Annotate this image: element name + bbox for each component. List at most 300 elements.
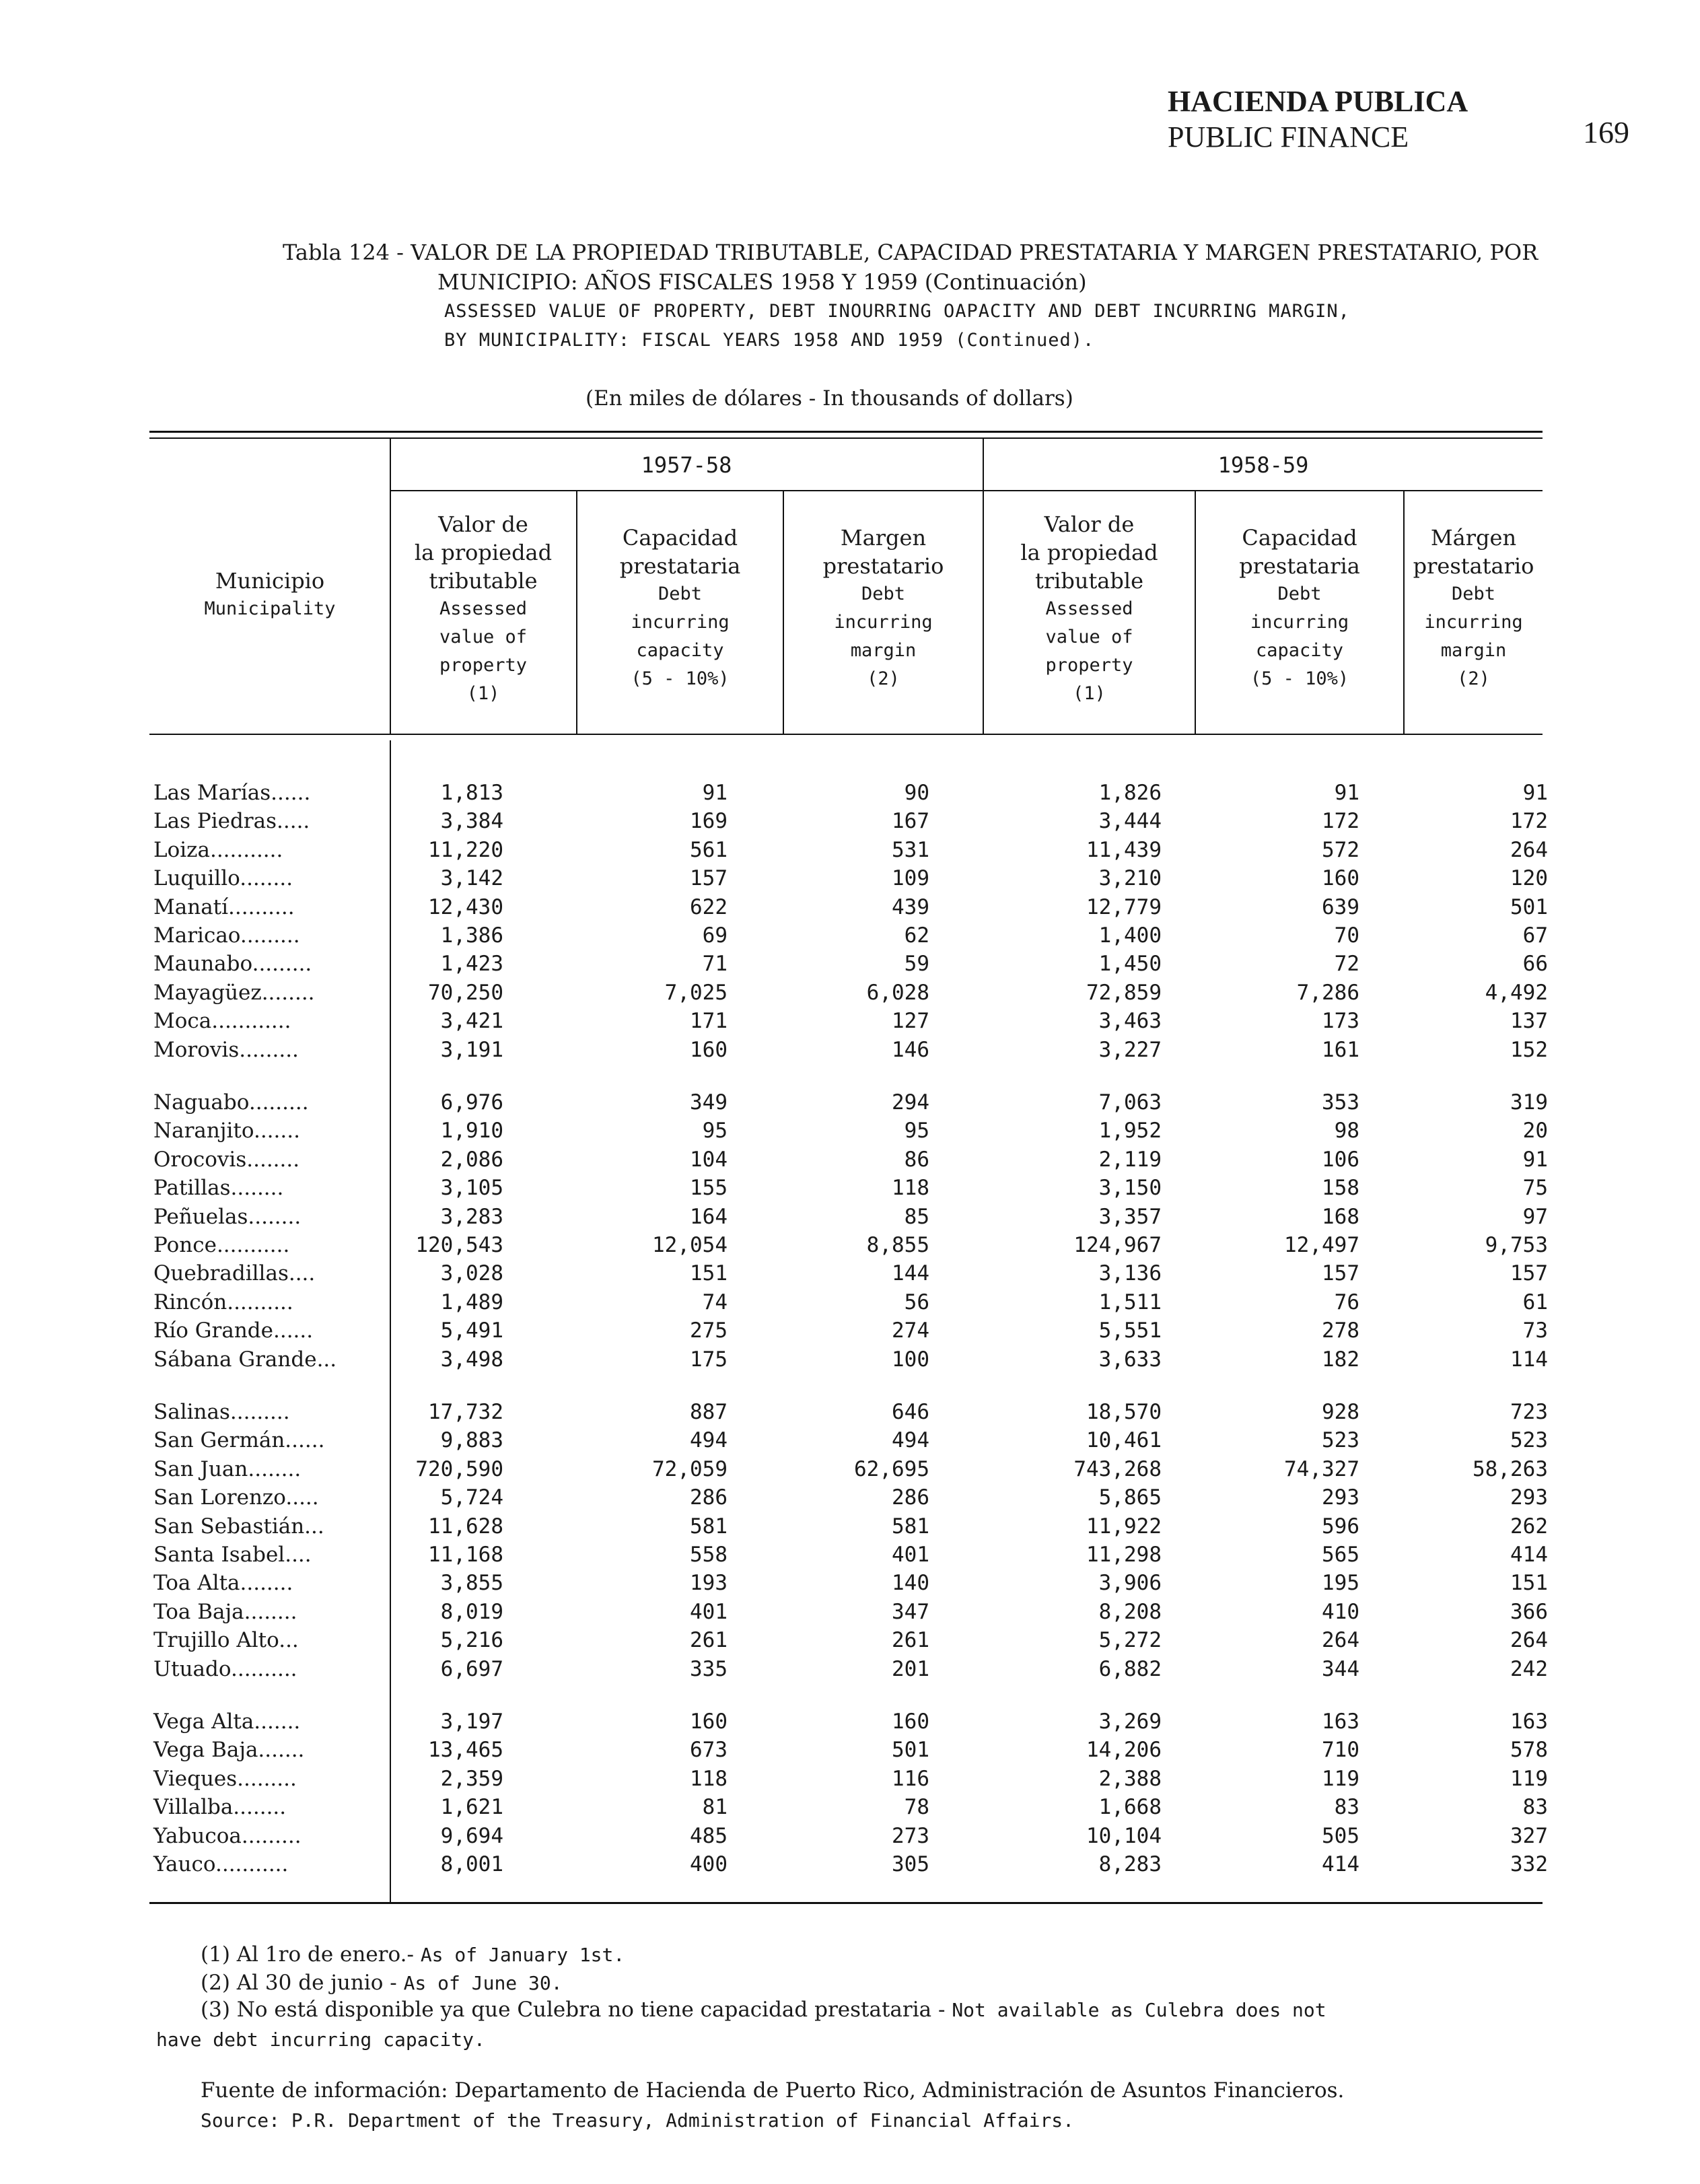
debt-margin-1959: 366 (1510, 1599, 1548, 1624)
header-line: la propiedad (1020, 540, 1158, 565)
debt-margin-1958: 6,028 (866, 980, 929, 1005)
debt-margin-1958: 78 (904, 1795, 929, 1820)
table-row (0, 1176, 1700, 1204)
assessed-value-1959: 3,357 (1098, 1204, 1162, 1229)
debt-capacity-1959: 98 (1334, 1119, 1359, 1143)
municipality-name: Luquillo........ (153, 866, 293, 891)
debt-margin-1959: 332 (1510, 1852, 1548, 1876)
assessed-value-1959: 3,444 (1098, 809, 1162, 834)
assessed-value-1959: 14,206 (1086, 1738, 1162, 1763)
table-row (0, 1600, 1700, 1628)
debt-margin-1959: 723 (1510, 1400, 1548, 1424)
table-title-english-line-2: BY MUNICIPALITY: FISCAL YEARS 1958 AND 1959 (Continued). (444, 330, 1095, 351)
debt-margin-1959: 262 (1510, 1514, 1548, 1539)
debt-margin-1958: 116 (892, 1766, 929, 1791)
debt-margin-1959: 4,492 (1485, 980, 1548, 1005)
footnote-3-en: Not available as Culebra does not (952, 1999, 1326, 2021)
debt-margin-1958: 146 (892, 1037, 929, 1062)
header-line: prestatario (1413, 553, 1534, 579)
source-english: Source: P.R. Department of the Treasury, Administration of Financial Affairs. (201, 2109, 1075, 2132)
municipality-name: Morovis......... (153, 1037, 299, 1062)
header-line: value of (1045, 627, 1133, 647)
valor-header-1957 (390, 510, 576, 708)
assessed-value-1958: 3,283 (440, 1204, 503, 1229)
table-row (0, 895, 1700, 923)
debt-margin-1959: 319 (1510, 1090, 1548, 1115)
debt-capacity-1959: 572 (1322, 837, 1359, 862)
debt-capacity-1959: 106 (1322, 1147, 1359, 1172)
table-row (0, 1485, 1700, 1514)
debt-margin-1958: 62,695 (854, 1456, 929, 1481)
debt-capacity-1959: 639 (1322, 894, 1359, 919)
header-line: incurring (1424, 612, 1523, 633)
debt-capacity-1958: 622 (690, 894, 728, 919)
assessed-value-1958: 1,386 (440, 923, 503, 948)
municipality-name: Villalba........ (153, 1795, 287, 1820)
debt-margin-1958: 127 (892, 1009, 929, 1034)
assessed-value-1958: 1,621 (440, 1795, 503, 1820)
assessed-value-1958: 12,430 (428, 894, 503, 919)
table-row (0, 981, 1700, 1009)
assessed-value-1959: 1,826 (1098, 781, 1162, 805)
footnote-1 (201, 1942, 625, 1967)
table-row (0, 1038, 1700, 1066)
debt-margin-1959: 578 (1510, 1738, 1548, 1763)
table-row (0, 1090, 1700, 1119)
header-line: Márgen (1430, 525, 1517, 551)
footnote-3 (201, 1998, 1326, 2022)
header-line: tributable (429, 568, 538, 594)
debt-capacity-1958: 400 (690, 1852, 728, 1876)
debt-capacity-1959: 7,286 (1296, 980, 1359, 1005)
header-line: Capacidad (1242, 525, 1357, 551)
debt-capacity-1959: 72 (1334, 952, 1359, 977)
debt-capacity-1958: 175 (690, 1347, 728, 1372)
header-line: value of (439, 627, 528, 647)
table-title-line-1: Tabla 124 - VALOR DE LA PROPIEDAD TRIBUTABLE, CAPACIDAD PRESTATARIA Y MARGEN PRESTATARIO, POR (283, 240, 1538, 265)
table-row (0, 1428, 1700, 1456)
header-line: Debt (1277, 584, 1322, 604)
debt-margin-1958: 494 (892, 1428, 929, 1453)
debt-capacity-1958: 7,025 (664, 980, 728, 1005)
table-row (0, 1795, 1700, 1823)
assessed-value-1958: 2,359 (440, 1766, 503, 1791)
debt-margin-1959: 83 (1522, 1795, 1548, 1820)
debt-margin-1958: 167 (892, 809, 929, 834)
header-line: margin (1440, 640, 1507, 661)
footnote-3-en-cont: have debt incurring capacity. (156, 2029, 485, 2051)
debt-capacity-1959: 182 (1322, 1347, 1359, 1372)
debt-capacity-1958: 581 (690, 1514, 728, 1539)
table-row (0, 809, 1700, 837)
header-line: Debt (1451, 584, 1496, 604)
table-row (0, 1119, 1700, 1147)
assessed-value-1959: 11,922 (1086, 1514, 1162, 1539)
assessed-value-1958: 3,142 (440, 866, 503, 891)
debt-capacity-1958: 261 (690, 1628, 728, 1653)
assessed-value-1958: 1,423 (440, 952, 503, 977)
debt-margin-1959: 66 (1522, 952, 1548, 977)
debt-capacity-1958: 160 (690, 1710, 728, 1734)
debt-margin-1959: 120 (1510, 866, 1548, 891)
table-top-rule (149, 431, 1543, 433)
debt-capacity-1959: 119 (1322, 1766, 1359, 1791)
capacidad-header-1958 (1196, 524, 1403, 693)
assessed-value-1958: 5,216 (440, 1628, 503, 1653)
debt-margin-1959: 264 (1510, 837, 1548, 862)
assessed-value-1958: 3,028 (440, 1261, 503, 1286)
header-line: incurring (834, 612, 933, 633)
assessed-value-1958: 70,250 (428, 980, 503, 1005)
debt-capacity-1959: 161 (1322, 1037, 1359, 1062)
debt-margin-1958: 531 (892, 837, 929, 862)
page-number: 169 (1583, 115, 1629, 149)
debt-capacity-1958: 193 (690, 1571, 728, 1596)
assessed-value-1959: 2,388 (1098, 1766, 1162, 1791)
header-line: margin (850, 640, 917, 661)
municipality-name: Las Marías...... (153, 781, 311, 805)
debt-margin-1959: 523 (1510, 1428, 1548, 1453)
footnote-1-en: As of January 1st. (420, 1944, 625, 1966)
assessed-value-1959: 6,882 (1098, 1656, 1162, 1681)
debt-capacity-1959: 83 (1334, 1795, 1359, 1820)
assessed-value-1959: 5,551 (1098, 1318, 1162, 1343)
debt-capacity-1958: 104 (690, 1147, 728, 1172)
debt-margin-1958: 8,855 (866, 1233, 929, 1257)
debt-capacity-1958: 164 (690, 1204, 728, 1229)
assessed-value-1959: 10,461 (1086, 1428, 1162, 1453)
municipality-name: Mayagüez........ (153, 980, 315, 1005)
table-row (0, 1148, 1700, 1176)
debt-capacity-1959: 160 (1322, 866, 1359, 891)
header-line: property (439, 655, 528, 676)
debt-capacity-1959: 565 (1322, 1543, 1359, 1567)
valor-header-1958 (984, 510, 1195, 708)
debt-margin-1959: 242 (1510, 1656, 1548, 1681)
header-line: prestatario (822, 553, 944, 579)
assessed-value-1958: 2,086 (440, 1147, 503, 1172)
table-row (0, 1824, 1700, 1852)
table-row (0, 1710, 1700, 1738)
table-row (0, 1852, 1700, 1880)
debt-margin-1958: 581 (892, 1514, 929, 1539)
debt-capacity-1958: 72,059 (652, 1456, 728, 1481)
table-row (0, 952, 1700, 980)
assessed-value-1959: 18,570 (1086, 1400, 1162, 1424)
debt-margin-1958: 62 (904, 923, 929, 948)
debt-margin-1959: 67 (1522, 923, 1548, 948)
table-row (0, 1233, 1700, 1261)
assessed-value-1959: 7,063 (1098, 1090, 1162, 1115)
assessed-value-1958: 8,001 (440, 1852, 503, 1876)
debt-margin-1959: 152 (1510, 1037, 1548, 1062)
debt-margin-1959: 58,263 (1473, 1456, 1548, 1481)
municipality-name: Toa Baja........ (153, 1599, 297, 1624)
municipality-name: Manatí.......... (153, 894, 295, 919)
municipality-name: Orocovis........ (153, 1147, 300, 1172)
debt-capacity-1958: 887 (690, 1400, 728, 1424)
municipality-name: Vieques......... (153, 1766, 297, 1791)
debt-capacity-1958: 171 (690, 1009, 728, 1034)
debt-margin-1958: 56 (904, 1290, 929, 1314)
assessed-value-1959: 3,463 (1098, 1009, 1162, 1034)
assessed-value-1959: 1,952 (1098, 1119, 1162, 1143)
header-line: tributable (1034, 568, 1144, 594)
header-line: incurring (1250, 612, 1349, 633)
municipality-name: Río Grande...... (153, 1318, 314, 1343)
debt-margin-1959: 61 (1522, 1290, 1548, 1314)
debt-margin-1958: 294 (892, 1090, 929, 1115)
assessed-value-1959: 1,668 (1098, 1795, 1162, 1820)
assessed-value-1958: 11,168 (428, 1543, 503, 1567)
assessed-value-1959: 1,400 (1098, 923, 1162, 948)
municipality-name: Trujillo Alto... (153, 1628, 299, 1653)
header-line: capacity (1255, 640, 1344, 661)
debt-capacity-1958: 71 (702, 952, 728, 977)
debt-capacity-1958: 286 (690, 1485, 728, 1510)
debt-capacity-1958: 91 (702, 781, 728, 805)
debt-capacity-1959: 505 (1322, 1823, 1359, 1848)
debt-capacity-1959: 70 (1334, 923, 1359, 948)
debt-margin-1958: 59 (904, 952, 929, 977)
debt-margin-1958: 501 (892, 1738, 929, 1763)
debt-margin-1958: 100 (892, 1347, 929, 1372)
municipality-name: Las Piedras..... (153, 809, 310, 834)
debt-margin-1958: 273 (892, 1823, 929, 1848)
header-line: la propiedad (414, 540, 553, 565)
municipality-name: Sábana Grande... (153, 1347, 337, 1372)
assessed-value-1958: 9,694 (440, 1823, 503, 1848)
header-line: (2) (867, 668, 900, 689)
debt-capacity-1958: 349 (690, 1090, 728, 1115)
header-line: (5 - 10%) (631, 668, 730, 689)
table-row (0, 1347, 1700, 1376)
debt-capacity-1958: 151 (690, 1261, 728, 1286)
municipality-name: Maunabo......... (153, 952, 312, 977)
debt-margin-1958: 90 (904, 781, 929, 805)
table-top-rule-2 (149, 437, 1543, 439)
municipality-name: San Sebastián... (153, 1514, 324, 1539)
debt-capacity-1958: 74 (702, 1290, 728, 1314)
municipality-name: Vega Baja....... (153, 1738, 305, 1763)
assessed-value-1958: 720,590 (415, 1456, 503, 1481)
municipality-name: Patillas........ (153, 1176, 284, 1201)
assessed-value-1959: 8,208 (1098, 1599, 1162, 1624)
municipality-name: Loiza........... (153, 837, 283, 862)
running-header-english: PUBLIC FINANCE (1168, 120, 1409, 153)
footnote-2-es: (2) Al 30 de junio - (201, 1971, 397, 1995)
debt-capacity-1958: 485 (690, 1823, 728, 1848)
units-caption: (En miles de dólares - In thousands of dollars) (586, 386, 1073, 411)
debt-margin-1958: 347 (892, 1599, 929, 1624)
table-row (0, 866, 1700, 894)
debt-capacity-1958: 157 (690, 866, 728, 891)
header-line: Margen (840, 525, 927, 551)
debt-capacity-1959: 293 (1322, 1485, 1359, 1510)
debt-capacity-1958: 160 (690, 1037, 728, 1062)
table-row (0, 1205, 1700, 1233)
debt-capacity-1959: 173 (1322, 1009, 1359, 1034)
assessed-value-1959: 8,283 (1098, 1852, 1162, 1876)
assessed-value-1958: 3,498 (440, 1347, 503, 1372)
source-en (201, 2108, 1074, 2132)
debt-capacity-1958: 95 (702, 1119, 728, 1143)
header-line: Capacidad (622, 525, 738, 551)
debt-capacity-1959: 278 (1322, 1318, 1359, 1343)
table-row (0, 1290, 1700, 1318)
margen-header-1957 (784, 524, 983, 693)
assessed-value-1959: 10,104 (1086, 1823, 1162, 1848)
debt-capacity-1958: 69 (702, 923, 728, 948)
assessed-value-1959: 3,150 (1098, 1176, 1162, 1201)
debt-margin-1958: 201 (892, 1656, 929, 1681)
debt-margin-1958: 274 (892, 1318, 929, 1343)
assessed-value-1959: 3,227 (1098, 1037, 1162, 1062)
header-line: property (1045, 655, 1133, 676)
debt-margin-1959: 172 (1510, 809, 1548, 834)
assessed-value-1958: 3,855 (440, 1571, 503, 1596)
assessed-value-1958: 3,105 (440, 1176, 503, 1201)
header-line: (2) (1457, 668, 1490, 689)
assessed-value-1958: 3,197 (440, 1710, 503, 1734)
table-row (0, 923, 1700, 952)
debt-capacity-1958: 12,054 (652, 1233, 728, 1257)
debt-margin-1959: 163 (1510, 1710, 1548, 1734)
assessed-value-1959: 3,136 (1098, 1261, 1162, 1286)
table-row (0, 1457, 1700, 1485)
assessed-value-1959: 11,298 (1086, 1543, 1162, 1567)
municipality-name: Yauco........... (153, 1852, 289, 1876)
municipality-name: Quebradillas.... (153, 1261, 316, 1286)
assessed-value-1959: 124,967 (1073, 1233, 1162, 1257)
municipality-name: Ponce........... (153, 1233, 290, 1257)
municipality-name: Toa Alta........ (153, 1571, 293, 1596)
assessed-value-1959: 11,439 (1086, 837, 1162, 862)
assessed-value-1958: 13,465 (428, 1738, 503, 1763)
header-line: (1) (466, 683, 500, 704)
table-row (0, 781, 1700, 809)
debt-capacity-1959: 410 (1322, 1599, 1359, 1624)
assessed-value-1959: 3,633 (1098, 1347, 1162, 1372)
debt-capacity-1959: 928 (1322, 1400, 1359, 1424)
footnote-3-continued (156, 2027, 485, 2051)
debt-margin-1959: 73 (1522, 1318, 1548, 1343)
table-row (0, 1318, 1700, 1347)
debt-margin-1958: 286 (892, 1485, 929, 1510)
source-spanish: Fuente de información: Departamento de Hacienda de Puerto Rico, Administración de Asuntos Financieros. (201, 2078, 1345, 2103)
table-row (0, 1514, 1700, 1543)
margen-header-1958 (1405, 524, 1543, 693)
header-line: Debt (658, 584, 703, 604)
debt-margin-1959: 151 (1510, 1571, 1548, 1596)
municipality-name: Naguabo......... (153, 1090, 309, 1115)
municipality-name: Maricao......... (153, 923, 300, 948)
assessed-value-1959: 3,906 (1098, 1571, 1162, 1596)
assessed-value-1958: 11,628 (428, 1514, 503, 1539)
debt-margin-1958: 86 (904, 1147, 929, 1172)
table-row (0, 1543, 1700, 1571)
debt-margin-1959: 97 (1522, 1204, 1548, 1229)
assessed-value-1958: 11,220 (428, 837, 503, 862)
assessed-value-1959: 3,210 (1098, 866, 1162, 891)
assessed-value-1958: 5,491 (440, 1318, 503, 1343)
header-line: (1) (1073, 683, 1106, 704)
municipality-header-en: Municipality (204, 598, 336, 619)
debt-margin-1958: 305 (892, 1852, 929, 1876)
assessed-value-1958: 17,732 (428, 1400, 503, 1424)
debt-capacity-1958: 335 (690, 1656, 728, 1681)
assessed-value-1958: 6,976 (440, 1090, 503, 1115)
debt-capacity-1958: 118 (690, 1766, 728, 1791)
table-row (0, 838, 1700, 866)
municipality-name: Vega Alta....... (153, 1710, 301, 1734)
assessed-value-1959: 3,269 (1098, 1710, 1162, 1734)
debt-capacity-1959: 172 (1322, 809, 1359, 834)
debt-margin-1959: 293 (1510, 1485, 1548, 1510)
table-row (0, 1657, 1700, 1685)
debt-capacity-1959: 163 (1322, 1710, 1359, 1734)
debt-capacity-1959: 523 (1322, 1428, 1359, 1453)
municipality-name: Rincón.......... (153, 1290, 293, 1314)
header-line: Debt (861, 584, 906, 604)
debt-margin-1958: 144 (892, 1261, 929, 1286)
table-row (0, 1571, 1700, 1599)
assessed-value-1958: 3,384 (440, 809, 503, 834)
debt-margin-1959: 9,753 (1485, 1233, 1548, 1257)
debt-capacity-1958: 673 (690, 1738, 728, 1763)
table-row (0, 1261, 1700, 1290)
assessed-value-1958: 1,910 (440, 1119, 503, 1143)
debt-margin-1959: 20 (1522, 1119, 1548, 1143)
debt-capacity-1958: 275 (690, 1318, 728, 1343)
debt-margin-1959: 327 (1510, 1823, 1548, 1848)
period-1958-59: 1958-59 (1217, 452, 1309, 478)
debt-margin-1958: 95 (904, 1119, 929, 1143)
debt-capacity-1959: 344 (1322, 1656, 1359, 1681)
source-es (201, 2078, 1344, 2103)
debt-capacity-1959: 74,327 (1284, 1456, 1359, 1481)
debt-capacity-1959: 158 (1322, 1176, 1359, 1201)
assessed-value-1958: 5,724 (440, 1485, 503, 1510)
assessed-value-1958: 1,813 (440, 781, 503, 805)
municipality-name: Moca............ (153, 1009, 291, 1034)
debt-margin-1959: 137 (1510, 1009, 1548, 1034)
municipality-name: Naranjito....... (153, 1119, 300, 1143)
debt-margin-1958: 160 (892, 1710, 929, 1734)
debt-margin-1959: 414 (1510, 1543, 1548, 1567)
debt-margin-1959: 91 (1522, 1147, 1548, 1172)
header-line: Valor de (1044, 512, 1135, 537)
running-header-spanish: HACIENDA PUBLICA (1168, 85, 1468, 118)
footnote-3-es: (3) No está disponible ya que Culebra no tiene capacidad prestataria - (201, 1998, 946, 2022)
municipality-name: Santa Isabel.... (153, 1543, 312, 1567)
debt-margin-1958: 261 (892, 1628, 929, 1653)
header-line: prestataria (619, 553, 741, 579)
assessed-value-1958: 120,543 (415, 1233, 503, 1257)
debt-margin-1958: 85 (904, 1204, 929, 1229)
header-line: capacity (636, 640, 724, 661)
debt-margin-1959: 501 (1510, 894, 1548, 919)
debt-margin-1959: 75 (1522, 1176, 1548, 1201)
assessed-value-1959: 1,511 (1098, 1290, 1162, 1314)
debt-capacity-1958: 561 (690, 837, 728, 862)
debt-capacity-1959: 710 (1322, 1738, 1359, 1763)
table-row (0, 1738, 1700, 1766)
assessed-value-1959: 5,272 (1098, 1628, 1162, 1653)
assessed-value-1959: 743,268 (1073, 1456, 1162, 1481)
debt-capacity-1958: 81 (702, 1795, 728, 1820)
footnote-1-es: (1) Al 1ro de enero.- (201, 1942, 414, 1967)
